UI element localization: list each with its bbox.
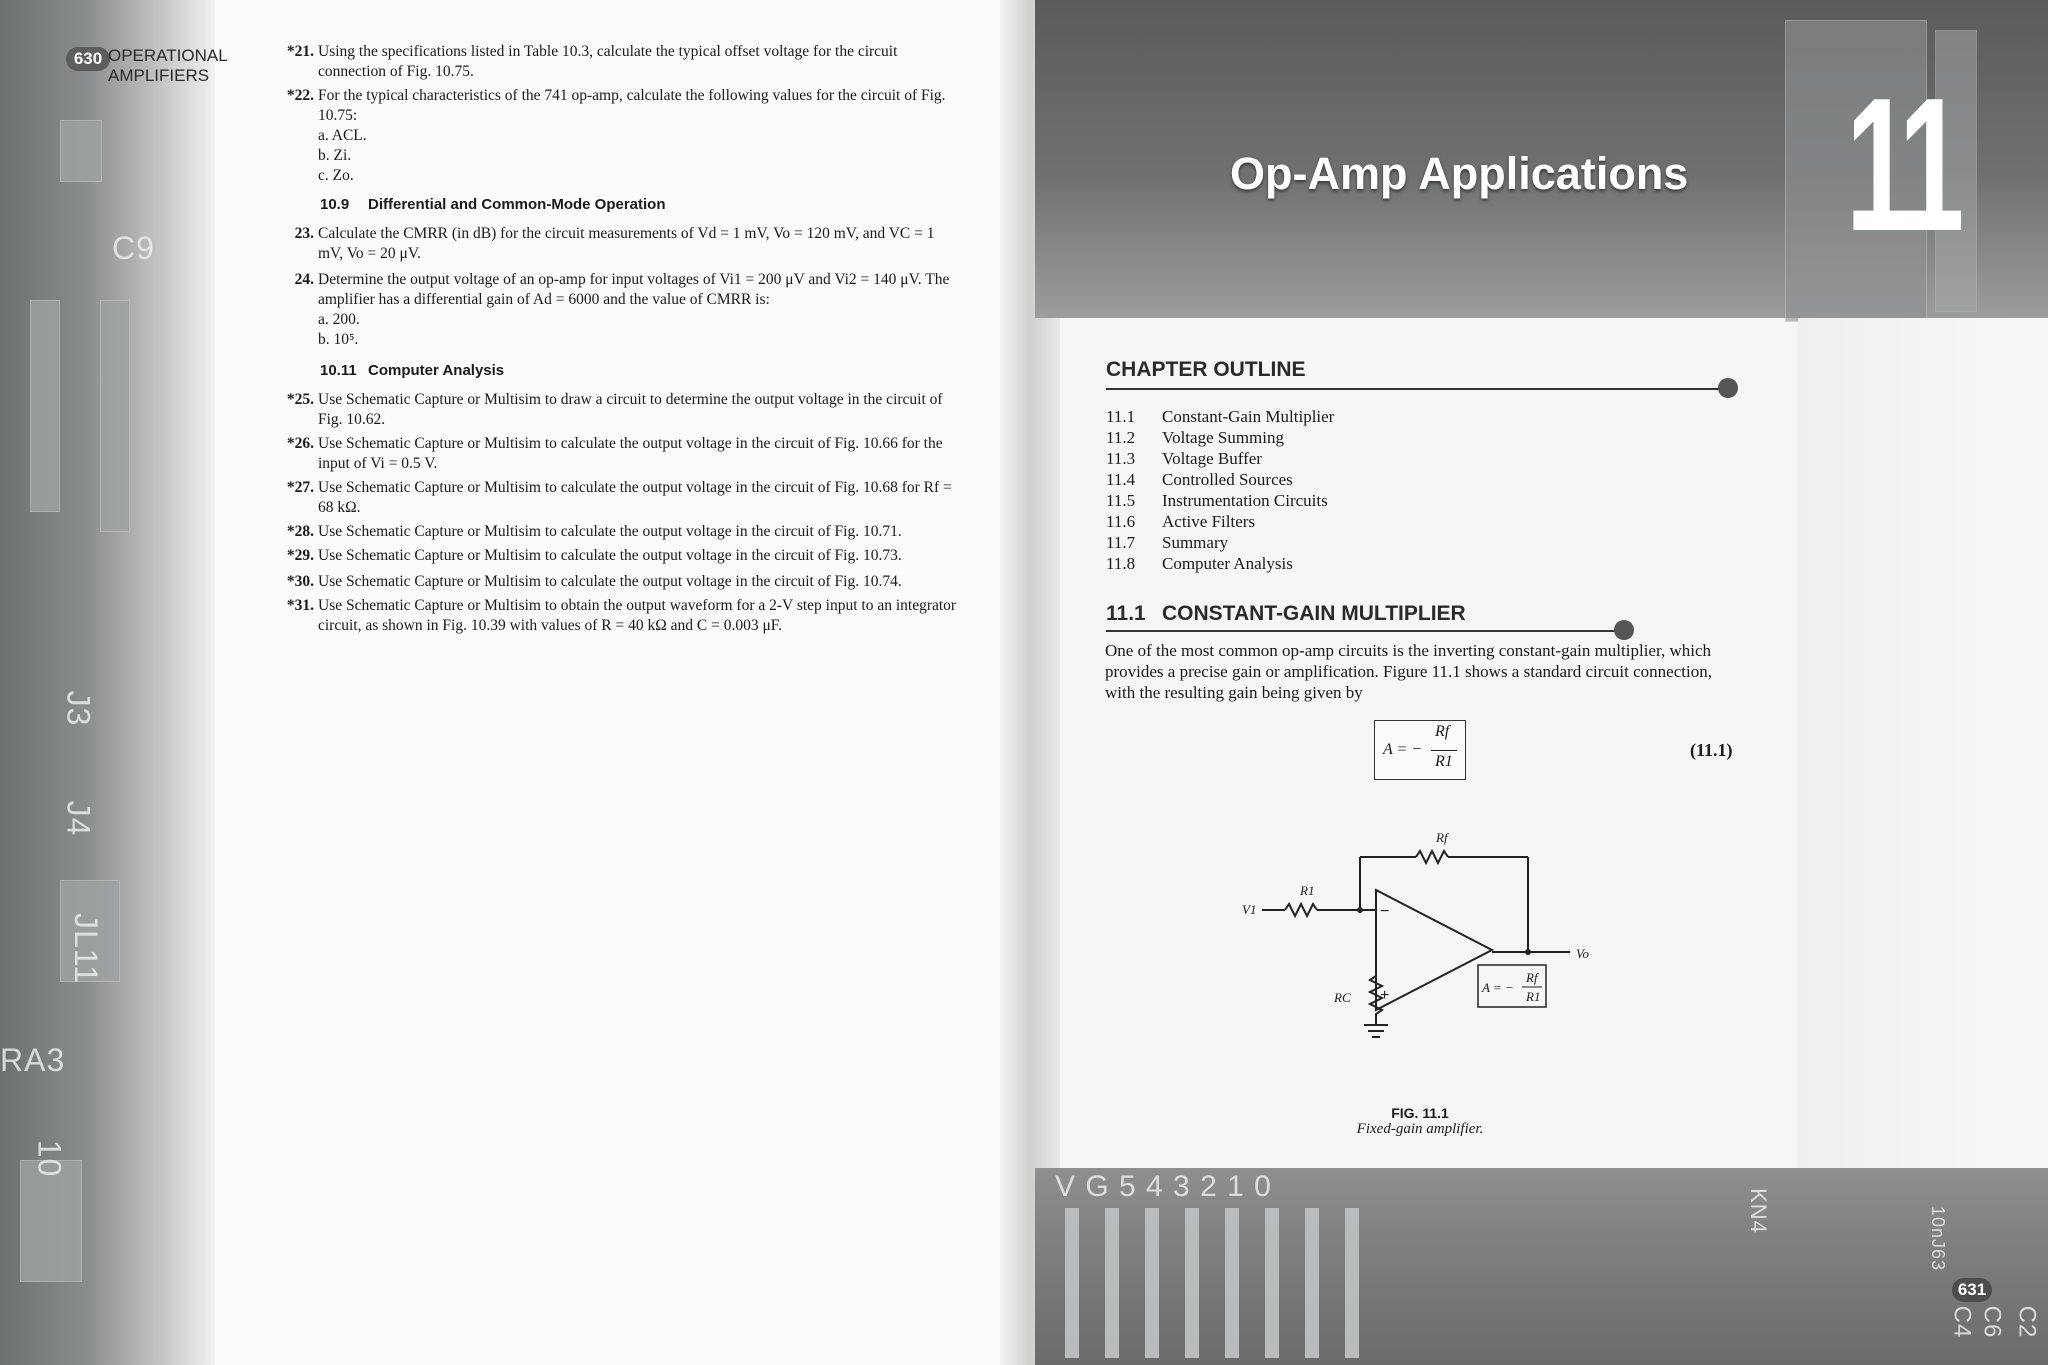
component-lead bbox=[1105, 1208, 1119, 1358]
problem-subitem: b. 10⁵. bbox=[318, 331, 359, 348]
board-label: C4 bbox=[1948, 1305, 1976, 1339]
board-label: KN4 bbox=[1745, 1188, 1771, 1234]
outline-item bbox=[1106, 553, 1293, 574]
problem-item bbox=[286, 390, 958, 430]
outline-title: Summary bbox=[1162, 533, 1229, 552]
board-chip bbox=[30, 300, 60, 512]
outline-title: Computer Analysis bbox=[1162, 554, 1293, 573]
heading-rule bbox=[1106, 388, 1728, 390]
vo-label: Vo bbox=[1576, 946, 1589, 961]
section-number: 11.1 bbox=[1106, 602, 1146, 625]
problem-item bbox=[286, 434, 958, 474]
problem-text: Using the specifications listed in Table 10.3, calculate the typical offset voltage for the circuit connection of Fig. 10.75. bbox=[318, 43, 898, 80]
section-title: Differential and Common-Mode Operation bbox=[368, 196, 666, 213]
problem-number: 23. bbox=[294, 225, 314, 242]
problem-subitem: b. Zi. bbox=[318, 147, 352, 164]
problem-number: *27. bbox=[286, 479, 314, 496]
r1-label: R1 bbox=[1300, 883, 1315, 898]
outline-item bbox=[1106, 406, 1334, 427]
problem-text: Use Schematic Capture or Multisim to calculate the output voltage in the circuit of Fig. 10.74. bbox=[318, 573, 902, 590]
problem-text: Use Schematic Capture or Multisim to calculate the output voltage in the circuit of Fig. 10.73. bbox=[318, 547, 902, 564]
gain-label-den: R1 bbox=[1526, 989, 1541, 1004]
running-head-line: OPERATIONAL bbox=[108, 46, 228, 65]
intro-paragraph: One of the most common op-amp circuits is the inverting constant-gain multiplier, which provides a precise gain or amplification. Figure 11.1 shows a standard circuit connection, with the resulting gain being given by bbox=[1105, 641, 1712, 702]
outline-number: 11.8 bbox=[1106, 554, 1136, 573]
board-label: 10nJ63 bbox=[1928, 1205, 1949, 1272]
section-heading bbox=[1106, 602, 1466, 626]
right-margin-panel bbox=[1798, 318, 2048, 1168]
outline-item bbox=[1106, 511, 1255, 532]
problem-item bbox=[294, 224, 958, 264]
problem-text: Determine the output voltage of an op-amp for input voltages of Vi1 = 200 μV and Vi2 = 140 μV. The amplifier has a differential gain of Ad = 6000 and the value of CMRR is: bbox=[318, 271, 950, 308]
outline-number: 11.5 bbox=[1106, 491, 1136, 510]
outline-item bbox=[1106, 469, 1293, 490]
board-label: JL11 bbox=[68, 912, 105, 985]
gain-label-lhs: A = − bbox=[1482, 980, 1514, 995]
board-label: C9 bbox=[112, 230, 155, 266]
problem-text: Calculate the CMRR (in dB) for the circuit measurements of Vd = 1 mV, Vo = 120 mV, and VC = 1 mV, Vo = 20 μV. bbox=[318, 225, 935, 262]
problem-item bbox=[286, 86, 958, 186]
bottom-circuit-board-strip bbox=[1035, 1168, 2048, 1365]
component-lead bbox=[1185, 1208, 1199, 1358]
equation-lhs: A = − bbox=[1383, 741, 1423, 758]
outline-title: Active Filters bbox=[1162, 512, 1256, 531]
problem-text: Use Schematic Capture or Multisim to calculate the output voltage in the circuit of Fig. 10.66 for the input of Vi = 0.5 V. bbox=[318, 435, 943, 472]
problem-number: *22. bbox=[286, 87, 314, 104]
junction-dot bbox=[1357, 907, 1363, 913]
section-title: Computer Analysis bbox=[368, 362, 505, 379]
problem-text: Use Schematic Capture or Multisim to obtain the output waveform for a 2-V step input to an integrator circuit, as shown in Fig. 10.39 with values of R = 40 kΩ and C = 0.003 μF. bbox=[318, 597, 957, 634]
heading-bullet-icon bbox=[1614, 620, 1634, 640]
board-label: J3 bbox=[60, 690, 97, 727]
vi-label: V1 bbox=[1242, 902, 1257, 917]
section-number: 10.11 bbox=[320, 362, 357, 379]
running-head-line: AMPLIFIERS bbox=[108, 66, 210, 85]
problem-text: Use Schematic Capture or Multisim to calculate the output voltage in the circuit of Fig. 10.68 for Rf = 68 kΩ. bbox=[318, 479, 952, 516]
problem-number: *31. bbox=[286, 597, 314, 614]
outline-title: Instrumentation Circuits bbox=[1162, 491, 1328, 510]
left-circuit-board-strip bbox=[0, 0, 215, 1365]
problem-number: *21. bbox=[286, 43, 314, 60]
problem-item bbox=[286, 42, 958, 82]
figure-caption-title: FIG. 11.1 bbox=[1391, 1105, 1449, 1121]
problem-subitem: a. 200. bbox=[318, 311, 360, 328]
rf-resistor bbox=[1416, 851, 1448, 863]
problem-item bbox=[286, 596, 958, 636]
equation-numerator: Rf bbox=[1435, 723, 1450, 740]
chapter-number: 11 bbox=[1846, 59, 1959, 271]
problem-subitem: c. Zo. bbox=[318, 167, 354, 184]
running-head bbox=[108, 46, 228, 86]
board-chip bbox=[100, 300, 130, 532]
heading-rule bbox=[1106, 630, 1626, 632]
problem-subitem: a. ACL. bbox=[318, 127, 367, 144]
problem-number: *30. bbox=[286, 573, 314, 590]
figure-caption-text: Fixed-gain amplifier. bbox=[1356, 1121, 1484, 1137]
outline-title: Voltage Buffer bbox=[1162, 449, 1262, 468]
problem-text: Use Schematic Capture or Multisim to draw a circuit to determine the output voltage in the circuit of Fig. 10.62. bbox=[318, 391, 943, 428]
board-label: 10 bbox=[31, 1139, 68, 1178]
outline-title: Voltage Summing bbox=[1162, 428, 1284, 447]
section-title: CONSTANT-GAIN MULTIPLIER bbox=[1162, 602, 1466, 625]
outline-number: 11.1 bbox=[1106, 407, 1136, 426]
fraction-bar bbox=[1431, 750, 1457, 751]
problem-number: *25. bbox=[286, 391, 314, 408]
board-label: RA3 bbox=[0, 1042, 66, 1078]
minus-sign: − bbox=[1380, 903, 1390, 920]
equation-denominator: R1 bbox=[1435, 753, 1453, 770]
component-lead bbox=[1145, 1208, 1159, 1358]
rf-label: Rf bbox=[1436, 830, 1448, 845]
section-heading bbox=[320, 196, 666, 213]
component-lead bbox=[1225, 1208, 1239, 1358]
problem-number: *29. bbox=[286, 547, 314, 564]
outline-title: Constant-Gain Multiplier bbox=[1162, 407, 1335, 426]
component-lead bbox=[1345, 1208, 1359, 1358]
rc-label: RC bbox=[1334, 990, 1351, 1005]
outline-item bbox=[1106, 427, 1284, 448]
equation-box bbox=[1374, 720, 1466, 780]
problem-item bbox=[286, 572, 958, 592]
outline-number: 11.3 bbox=[1106, 449, 1136, 468]
figure-caption bbox=[1300, 1105, 1540, 1138]
outline-number: 11.4 bbox=[1106, 470, 1136, 489]
component-lead bbox=[1305, 1208, 1319, 1358]
junction-dot bbox=[1525, 949, 1531, 955]
opamp-triangle bbox=[1376, 890, 1492, 1010]
component-lead bbox=[1065, 1208, 1079, 1358]
r1-resistor bbox=[1285, 904, 1317, 916]
chapter-title: Op-Amp Applications bbox=[1230, 148, 1689, 199]
board-chip bbox=[20, 1160, 82, 1282]
section-number: 10.9 bbox=[320, 196, 350, 213]
board-label: J4 bbox=[60, 800, 97, 837]
outline-heading: CHAPTER OUTLINE bbox=[1106, 358, 1306, 381]
board-label: V G 5 4 3 2 1 0 bbox=[1055, 1170, 1272, 1203]
outline-item bbox=[1106, 448, 1262, 469]
problem-number: *26. bbox=[286, 435, 314, 452]
outline-item bbox=[1106, 490, 1328, 511]
fixed-gain-amplifier-schematic bbox=[1230, 820, 1610, 1090]
page-number-badge: 631 bbox=[1952, 1278, 1992, 1302]
problem-text: For the typical characteristics of the 741 op-amp, calculate the following values for the circuit of Fig. 10.75: bbox=[318, 87, 946, 124]
heading-bullet-icon bbox=[1718, 378, 1738, 398]
board-label: C2 bbox=[2013, 1305, 2041, 1339]
outline-number: 11.2 bbox=[1106, 428, 1136, 447]
problem-number: *28. bbox=[286, 523, 314, 540]
problem-number: 24. bbox=[294, 271, 314, 288]
outline-item bbox=[1106, 532, 1228, 553]
problem-text: Use Schematic Capture or Multisim to calculate the output voltage in the circuit of Fig. 10.71. bbox=[318, 523, 902, 540]
problem-item bbox=[286, 478, 958, 518]
section-heading bbox=[320, 362, 504, 379]
outline-title: Controlled Sources bbox=[1162, 470, 1293, 489]
board-chip bbox=[60, 120, 102, 182]
problem-item bbox=[286, 546, 958, 566]
component-lead bbox=[1265, 1208, 1279, 1358]
problem-item bbox=[294, 270, 958, 350]
outline-number: 11.6 bbox=[1106, 512, 1136, 531]
page-number-badge: 630 bbox=[66, 47, 110, 71]
board-label: C6 bbox=[1978, 1305, 2006, 1339]
equation-number: (11.1) bbox=[1690, 740, 1733, 760]
gain-label-num: Rf bbox=[1526, 970, 1538, 985]
outline-number: 11.7 bbox=[1106, 533, 1136, 552]
problem-item bbox=[286, 522, 958, 542]
plus-sign: + bbox=[1380, 987, 1390, 1004]
